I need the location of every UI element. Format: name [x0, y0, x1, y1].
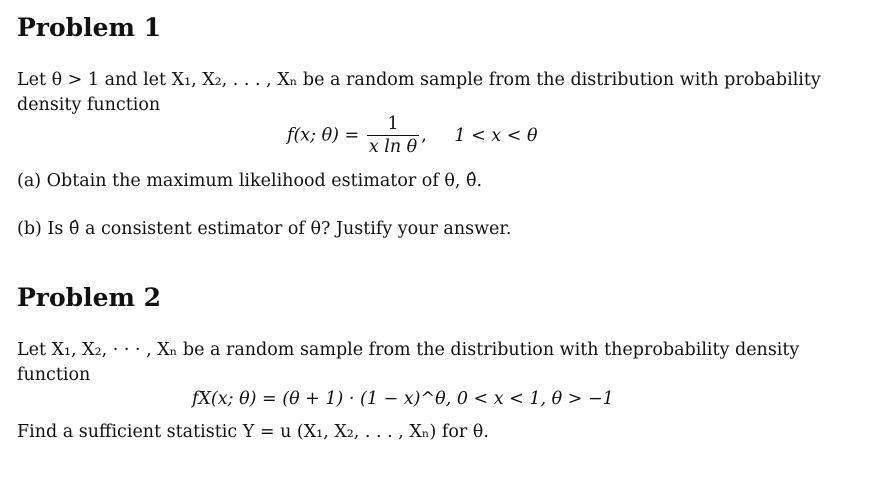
problem-2-title: Problem 2 [17, 283, 162, 312]
problem-1-pdf-equation [287, 114, 538, 157]
pdf-lhs: f(x; θ) = [287, 125, 360, 146]
pdf-denominator: x ln θ [368, 137, 418, 157]
problem-2-pdf-equation: fX(x; θ) = (θ + 1) · (1 − x)^θ, 0 < x < 1, θ > −1 [192, 389, 614, 409]
problem-1-intro-line-2: density function [17, 95, 161, 115]
pdf-fraction [367, 114, 419, 157]
problem-1-intro-line-1: Let θ > 1 and let X₁, X₂, . . . , Xₙ be a random sample from the distribution with probability [17, 70, 821, 90]
problem-1-part-a: (a) Obtain the maximum likelihood estimator of θ, θ̂. [17, 171, 483, 191]
problem-1-part-b: (b) Is θ̂ a consistent estimator of θ? Justify your answer. [17, 219, 512, 239]
problem-2-intro-line-1: Let X₁, X₂, · · · , Xₙ be a random sample from the distribution with theprobability density [17, 340, 800, 360]
problem-1-title: Problem 1 [17, 13, 162, 42]
pdf-support: 1 < x < θ [454, 125, 538, 146]
pdf-comma: , [421, 125, 427, 146]
problem-2-intro-line-2: function [17, 365, 91, 385]
pdf-numerator: 1 [387, 114, 399, 134]
problem-2-task: Find a sufficient statistic Y = u (X₁, X₂, . . . , Xₙ) for θ. [17, 422, 489, 442]
